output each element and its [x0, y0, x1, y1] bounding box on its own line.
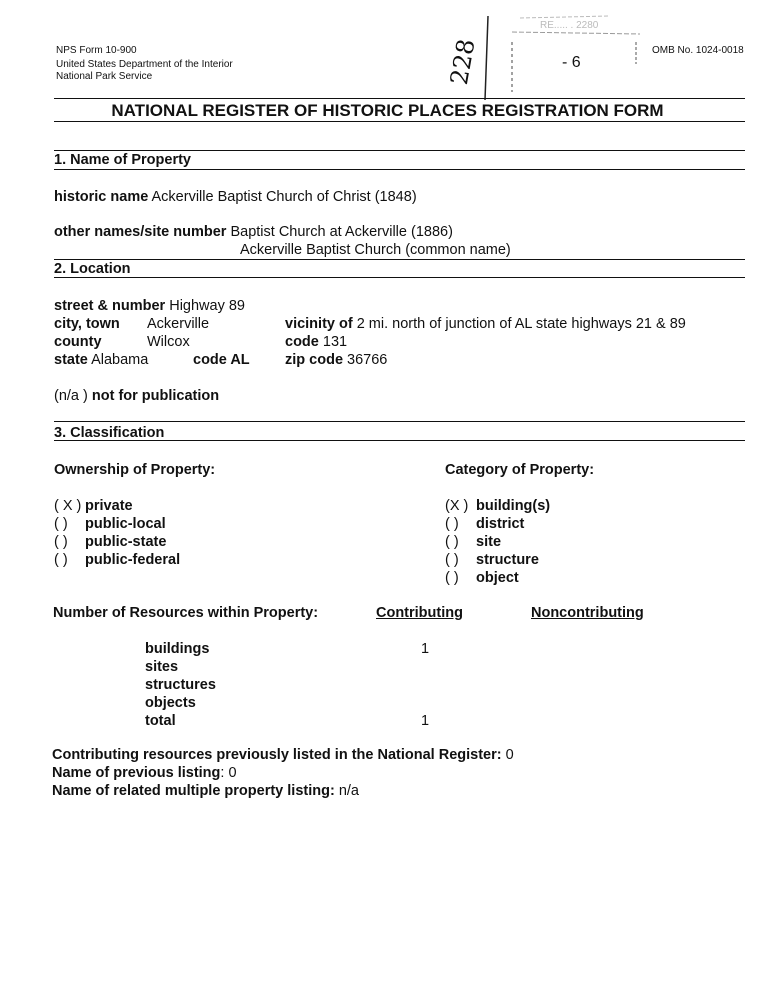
title-rule-top: [54, 98, 745, 99]
category-item[interactable]: [445, 498, 550, 514]
street-label: street & number: [54, 298, 166, 314]
category-heading: Category of Property:: [445, 462, 595, 478]
ownership-checkbox[interactable]: ( ): [54, 516, 68, 532]
category-checkbox[interactable]: ( ): [445, 552, 459, 568]
section2-rule-top: [54, 259, 745, 260]
section1-heading: 1. Name of Property: [54, 152, 191, 168]
previous-listing-value: 0: [228, 765, 237, 781]
other-names-row: [54, 224, 453, 240]
resource-label: structures: [145, 677, 216, 693]
previously-listed-row: [52, 747, 514, 763]
resource-label: buildings: [145, 641, 210, 657]
related-listing-row: [52, 783, 359, 799]
ownership-checkbox[interactable]: ( X ): [54, 498, 82, 514]
ownership-checkbox[interactable]: ( ): [54, 534, 68, 550]
category-item[interactable]: [445, 516, 524, 532]
city-label: city, town: [54, 316, 120, 332]
ownership-label: public-federal: [85, 552, 181, 568]
county-code-row: [285, 334, 347, 350]
title-rule-bottom: [54, 121, 745, 122]
stamp-number: - 6: [562, 54, 581, 71]
related-listing-label: Name of related multiple property listing:: [52, 783, 335, 799]
section1-rule-top: [54, 150, 745, 151]
ownership-checkbox[interactable]: ( ): [54, 552, 68, 568]
omb-number: OMB No. 1024-0018: [652, 45, 744, 56]
county-value: Wilcox: [147, 334, 190, 350]
form-title: NATIONAL REGISTER OF HISTORIC PLACES REGISTRATION FORM: [111, 101, 664, 120]
vicinity-value: 2 mi. north of junction of AL state highways 21 & 89: [356, 316, 686, 332]
resource-contributing: 1: [421, 713, 430, 729]
agency-name: National Park Service: [56, 71, 153, 82]
state-code: code AL: [193, 352, 250, 368]
other-names-value: Baptist Church at Ackerville (1886): [230, 224, 453, 240]
contributing-heading: Contributing: [376, 605, 463, 621]
resource-contributing: 1: [421, 641, 430, 657]
publication-row: [54, 388, 219, 404]
ownership-label: public-state: [85, 534, 167, 550]
section1-rule-bottom: [54, 169, 745, 170]
svg-text:RE..... . 2280: RE..... . 2280: [540, 20, 599, 31]
resource-label: objects: [145, 695, 196, 711]
state-value: Alabama: [91, 352, 149, 368]
zip-value: 36766: [347, 352, 388, 368]
county-code-value: 131: [322, 334, 348, 350]
category-label: site: [476, 534, 502, 550]
street-row: [54, 298, 245, 314]
vicinity-row: [285, 316, 686, 332]
previous-listing-label: Name of previous listing: [52, 765, 221, 781]
category-checkbox[interactable]: ( ): [445, 516, 459, 532]
section3-rule-top: [54, 421, 745, 422]
county-code-label: code: [285, 334, 319, 350]
resource-label: total: [145, 713, 176, 729]
form-number: NPS Form 10-900: [56, 45, 137, 56]
noncontributing-heading: Noncontributing: [531, 605, 644, 621]
ownership-item[interactable]: [54, 498, 133, 514]
handwritten-number: 228: [445, 36, 481, 87]
category-checkbox[interactable]: ( ): [445, 534, 459, 550]
ownership-label: private: [85, 498, 133, 514]
street-value: Highway 89: [169, 298, 245, 314]
section2-heading: 2. Location: [54, 261, 131, 277]
category-label: object: [476, 570, 519, 586]
zip-row: [285, 352, 387, 368]
vicinity-label: vicinity of: [285, 316, 353, 332]
state-row: [54, 352, 148, 368]
resources-heading: Number of Resources within Property:: [53, 605, 319, 621]
department-name: United States Department of the Interior: [56, 59, 233, 70]
section2-rule-bottom: [54, 277, 745, 278]
state-label: state: [54, 352, 88, 368]
ownership-label: public-local: [85, 516, 166, 532]
publication-mark: (n/a ): [54, 388, 88, 404]
category-label: structure: [476, 552, 539, 568]
related-listing-value: n/a: [338, 783, 359, 799]
category-item[interactable]: [445, 570, 519, 586]
category-item[interactable]: [445, 552, 539, 568]
publication-label: not for publication: [91, 388, 220, 404]
section3-rule-bottom: [54, 440, 745, 441]
ownership-item[interactable]: [54, 516, 166, 532]
historic-name-label: historic name: [54, 189, 149, 205]
ownership-heading: Ownership of Property:: [54, 462, 216, 478]
ownership-item[interactable]: [54, 552, 180, 568]
city-value: Ackerville: [147, 316, 210, 332]
other-names-value-2: Ackerville Baptist Church (common name): [240, 242, 511, 258]
category-label: district: [476, 516, 525, 532]
zip-label: zip code: [285, 352, 344, 368]
category-checkbox[interactable]: ( ): [445, 570, 459, 586]
previous-listing-row: Name of previous listing: 0: [52, 765, 237, 781]
category-item[interactable]: [445, 534, 501, 550]
resource-label: sites: [145, 659, 179, 675]
other-names-label: other names/site number: [54, 224, 227, 240]
category-checkbox[interactable]: (X ): [445, 498, 469, 514]
previously-listed-value: 0: [505, 747, 514, 763]
ownership-item[interactable]: [54, 534, 166, 550]
county-label: county: [54, 334, 102, 350]
section3-heading: 3. Classification: [54, 425, 165, 441]
previously-listed-label: Contributing resources previously listed in the National Register:: [52, 747, 502, 763]
historic-name-value: Ackerville Baptist Church of Christ (1848): [151, 189, 417, 205]
historic-name-row: [54, 189, 417, 205]
category-label: building(s): [476, 498, 551, 514]
